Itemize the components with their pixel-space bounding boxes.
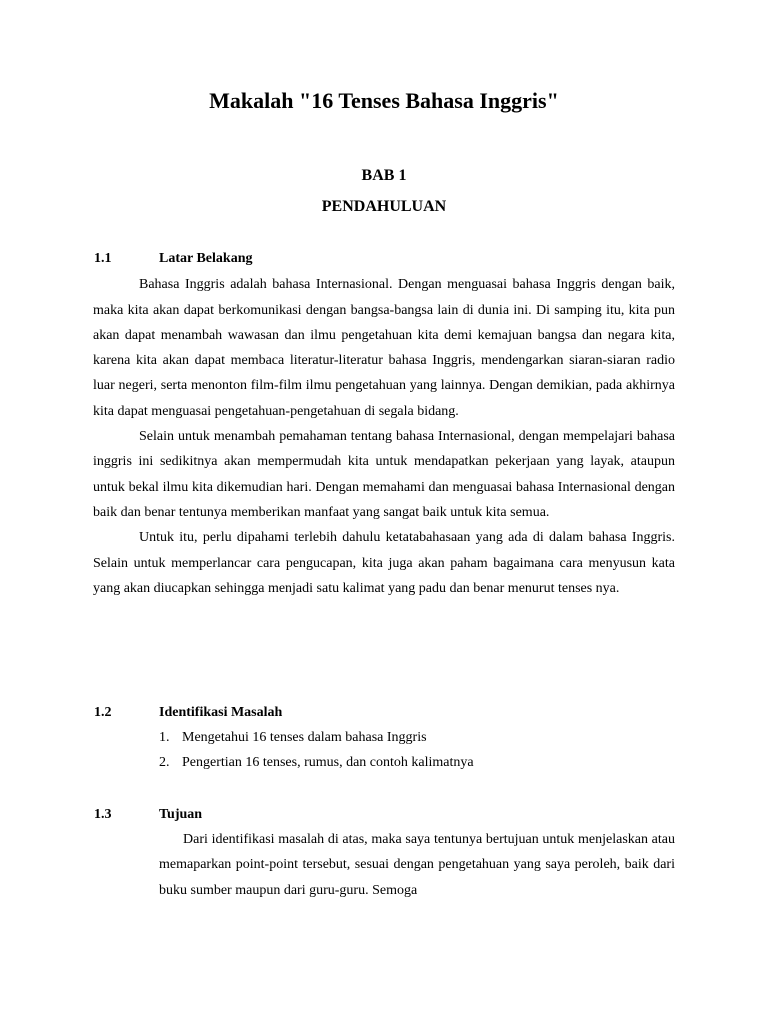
section-title: Identifikasi Masalah xyxy=(159,705,283,720)
paragraph: Selain untuk menambah pemahaman tentang bahasa Internasional, dengan mempelajari bahasa inggris ini sedikitnya akan mempermudah kita untuk mendapatkan pekerjaan yang layak, ataupun untuk bekal ilmu kita dikemudian hari. Dengan memahami dan menguasai bahasa Internasional dengan baik dan benar tentunya memberikan manfaat yang sangat baik untuk kita semua. xyxy=(93,429,675,520)
section-body xyxy=(93,247,675,601)
paragraph: Dari identifikasi masalah di atas, maka saya tentunya bertujuan untuk menjelaskan atau memaparkan point-point tersebut, sesuai dengan pengetahuan yang saya peroleh, baik dari buku sumber maupun dari guru-guru. Semoga xyxy=(159,832,675,898)
section-number: 1.1 xyxy=(94,251,112,266)
problem-list xyxy=(159,725,474,776)
document-title: Makalah "16 Tenses Bahasa Inggris" xyxy=(209,88,559,113)
list-item xyxy=(159,725,474,750)
section-title: Tujuan xyxy=(159,807,203,822)
section-number: 1.2 xyxy=(94,705,112,720)
paragraph: Bahasa Inggris adalah bahasa Internasional. Dengan menguasai bahasa Inggris dengan baik, maka kita akan dapat berkomunikasi dengan bangsa-bangsa lain di dunia ini. Di samping itu, kita pun akan dapat menambah wawasan dan ilmu pengetahuan kita demi kemajuan bangsa dan negara kita, karena kita akan dapat membaca literatur-literatur bahasa Inggris, mendengarkan siaran-siaran radio luar negeri, serta menonton film-film ilmu pengetahuan yang lainnya. Dengan demikian, pada akhirnya kita dapat menguasai pengetahuan-pengetahuan di segala bidang. xyxy=(93,277,675,419)
list-item-number: 2. xyxy=(159,755,170,771)
paragraph: Untuk itu, perlu dipahami terlebih dahulu ketatabahasaan yang ada di dalam bahasa Inggris. Selain untuk memperlancar cara pengucapan, kita juga akan paham bagaimana cara menyusun kata yang akan diucapkan sehingga menjadi satu kalimat yang padu dan benar menurut tenses nya. xyxy=(93,530,675,596)
list-item-text: Pengertian 16 tenses, rumus, dan contoh kalimatnya xyxy=(182,755,474,771)
list-item-number: 1. xyxy=(159,730,170,745)
chapter-number: BAB 1 xyxy=(361,167,407,184)
list-item-text: Mengetahui 16 tenses dalam bahasa Inggris xyxy=(182,730,427,745)
section-number: 1.3 xyxy=(94,807,112,822)
section-title: Latar Belakang xyxy=(159,251,253,266)
section-body xyxy=(159,827,675,903)
chapter-title: PENDAHULUAN xyxy=(321,198,447,215)
list-item xyxy=(159,750,474,775)
